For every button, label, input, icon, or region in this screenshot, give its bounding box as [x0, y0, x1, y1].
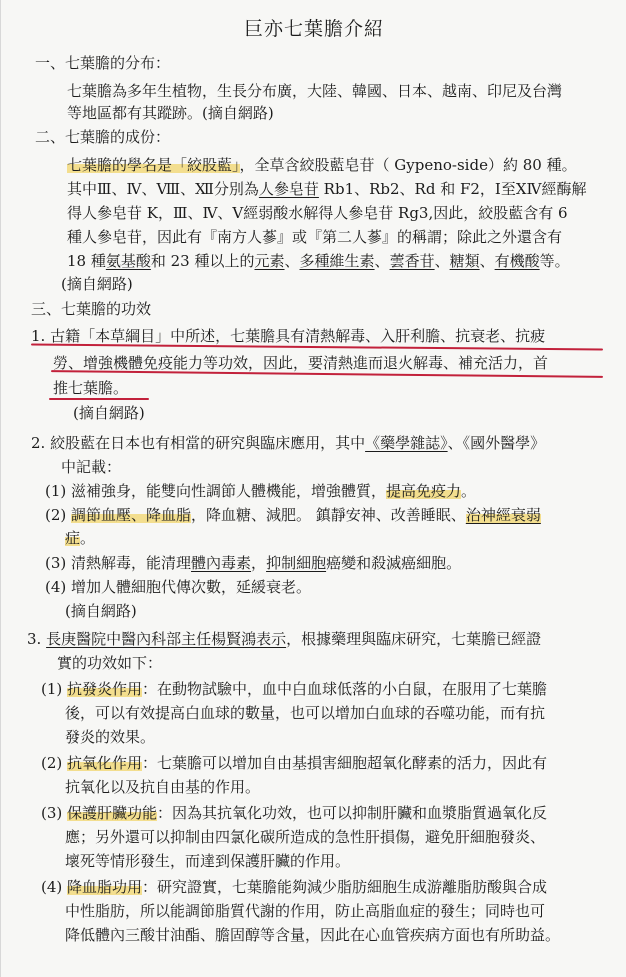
p3-line-2: 實的功效如下： [57, 654, 163, 672]
s2-line-5: 18 種氨基酸和 23 種以上的元素、多種維生素、蕓香苷、糖類、有機酸等。 [67, 252, 570, 270]
p2-line-2: 中記載： [61, 458, 122, 476]
p2-item-1: (1) 滋補強身，能雙向性調節人體機能，增強體質，提高免疫力。 [45, 482, 477, 500]
p1-line-2: 勞、增強機體免疫能力等功效，因此，要清熱進而退火解毒、補充活力，首 [53, 354, 549, 372]
s1-line-2: 等地區都有其蹤跡。(摘自網路) [67, 104, 274, 122]
p1-line-1: 1. 古籍「本草綱目」中所述，七葉膽具有清熱解毒、入肝利膽、抗衰老、抗疲 [31, 327, 546, 345]
section-3-heading: 三、七葉膽的功效 [31, 300, 152, 318]
p3-item-3-l3: 壞死等情形發生，而達到保護肝臟的作用。 [65, 852, 351, 870]
p2-item-3: (3) 清熱解毒，能清理體內毒素，抑制細胞癌變和殺滅癌細胞。 [45, 554, 462, 572]
p2-source: (摘自網路) [65, 602, 137, 620]
p2-line-1: 2. 絞股藍在日本也有相當的研究與臨床應用，其中《藥學雜誌》、《國外醫學》 [31, 434, 546, 452]
p3-item-3-l2: 應；另外還可以抑制由四氯化碳所造成的急性肝損傷，避免肝細胞發炎、 [65, 828, 546, 846]
p1-source: (摘自網路) [73, 404, 145, 422]
section-1-heading: 一、七葉膽的分布： [35, 54, 171, 72]
s2-line-1: 七葉膽的學名是「絞股藍」，全草含絞股藍皂苷（ Gypeno-side）約 80 種。 [67, 156, 577, 174]
p3-item-2-l2: 抗氧化以及抗自由基的作用。 [65, 778, 261, 796]
p1-line-3: 推七葉膽。 [53, 379, 129, 397]
p3-item-4: (4) 降血脂功用：研究證實，七葉膽能夠減少脂肪細胞生成游離脂肪酸與合成 [41, 878, 548, 896]
p3-line-1: 3. 長庚醫院中醫內科部主任楊賢鴻表示，根據藥理與臨床研究，七葉膽已經證 [27, 630, 542, 648]
s2-line-4: 種人參皂苷，因此有『南方人蔘』或『第二人蔘』的稱謂；除此之外還含有 [67, 228, 563, 246]
red-underline-3 [49, 398, 149, 400]
s2-line-3: 得人參皂苷 K，Ⅲ、Ⅳ、Ⅴ經弱酸水解得人參皂苷 Rg3,因此，絞股藍含有 6 [67, 204, 568, 222]
p3-item-4-l3: 降低體內三酸甘油酯、膽固醇等含量，因此在心血管疾病方面也有所助益。 [65, 926, 561, 944]
document-title: 巨亦七葉膽介紹 [243, 18, 384, 40]
section-2-heading: 二、七葉膽的成份： [35, 128, 171, 146]
p3-item-1: (1) 抗發炎作用：在動物試驗中，血中白血球低落的小白鼠，在服用了七葉膽 [41, 680, 548, 698]
p2-item-4: (4) 增加人體細胞代傳次數，延緩衰老。 [45, 578, 312, 596]
s1-line-1: 七葉膽為多年生植物，生長分布廣，大陸、韓國、日本、越南、印尼及台灣 [67, 82, 563, 100]
p3-item-4-l2: 中性脂肪，所以能調節脂質代謝的作用，防止高脂血症的發生；同時也可 [65, 902, 546, 920]
s2-source: (摘自網路) [61, 275, 133, 293]
p2-item-2: (2) 調節血壓、降血脂，降血糖、減肥。 鎮靜安神、改善睡眠、治神經衰弱 [45, 506, 541, 524]
p3-item-1-l3: 發炎的效果。 [65, 728, 156, 746]
s2-line-2: 其中Ⅲ、Ⅳ、Ⅷ、Ⅻ分別為人參皂苷 Rb1、Rb2、Rd 和 F2，Ⅰ至ⅩⅣ經酶解 [67, 180, 587, 198]
p3-item-2: (2) 抗氧化作用：七葉膽可以增加自由基損害細胞超氧化酵素的活力，因此有 [41, 754, 548, 772]
p3-item-3: (3) 保護肝臟功能：因為其抗氧化功效，也可以抑制肝臟和血漿脂質過氧化反 [41, 804, 548, 822]
p2-item-2-cont: 症。 [65, 529, 96, 547]
p3-item-1-l2: 後，可以有效提高白血球的數量，也可以增加白血球的吞噬功能，而有抗 [65, 704, 546, 722]
highlight-scientific-name: 七葉膽的學名是「絞股藍」 [67, 156, 240, 174]
